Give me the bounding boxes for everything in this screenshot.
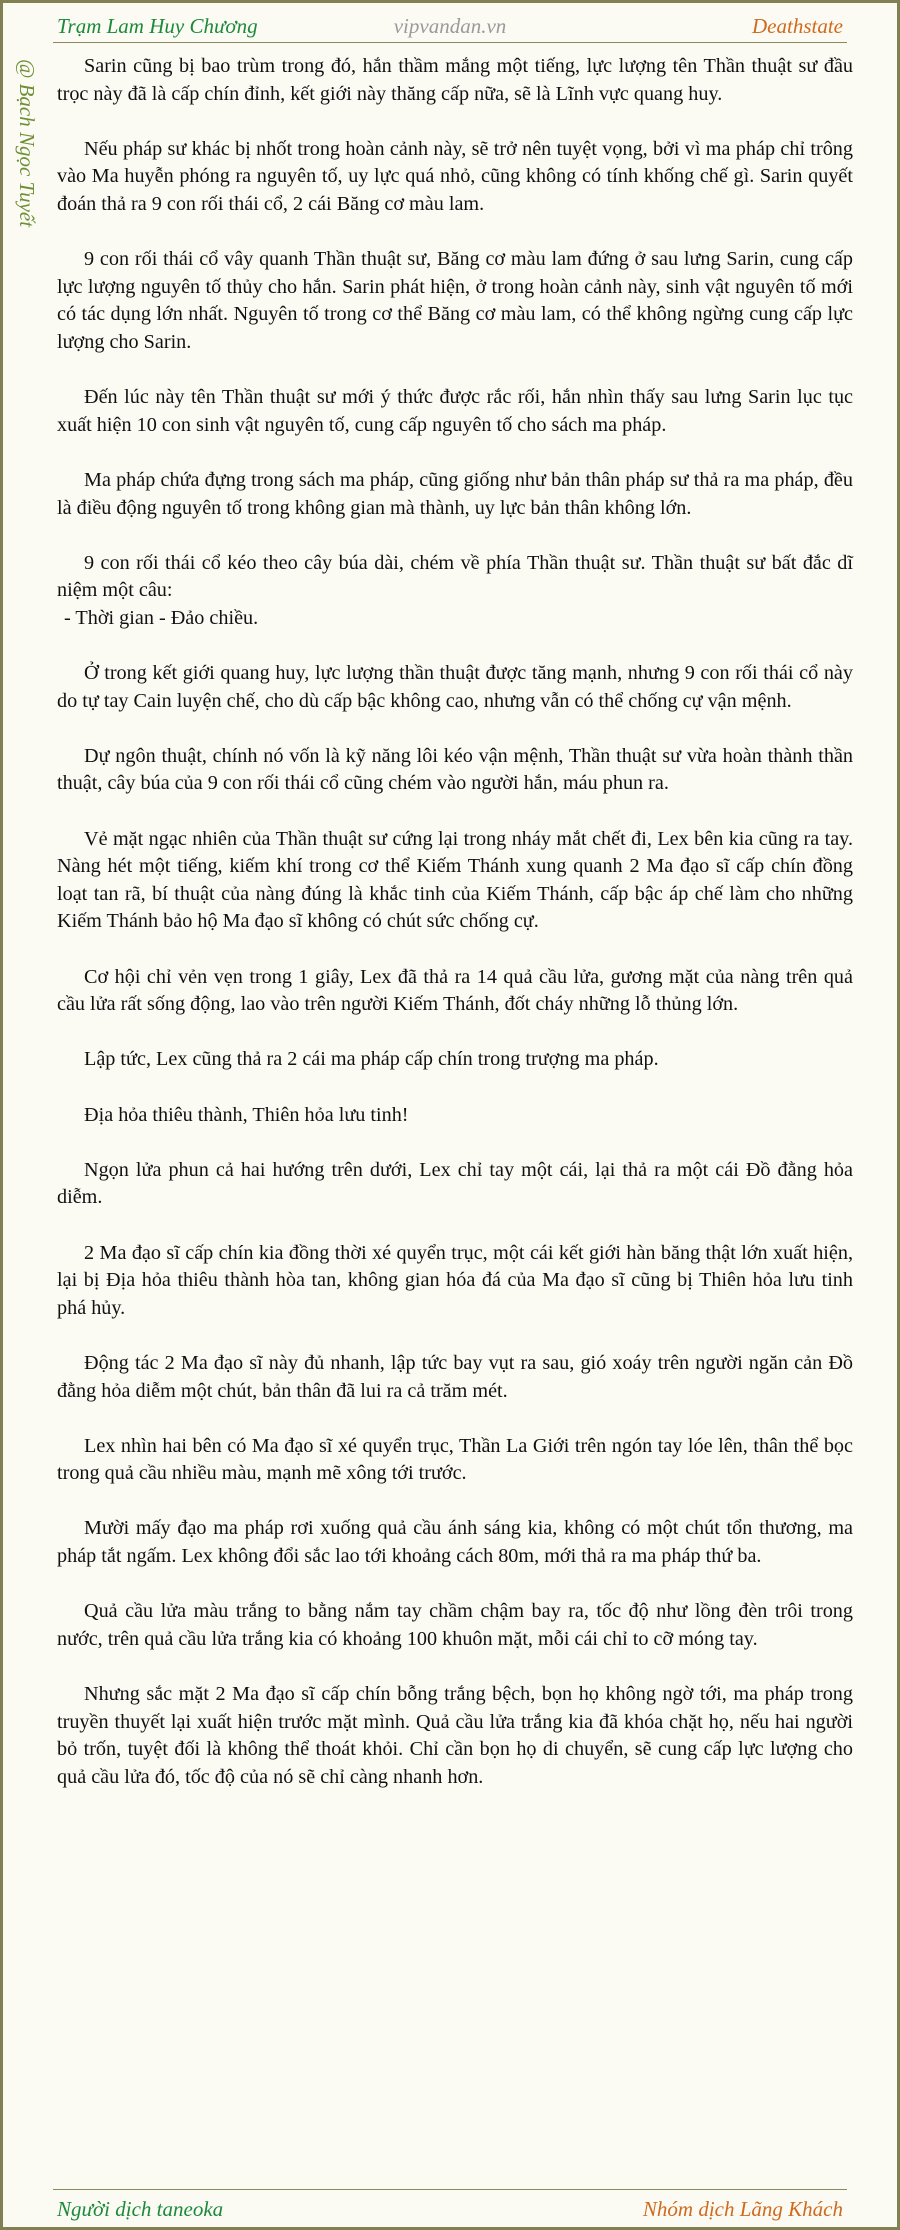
paragraph: Địa hỏa thiêu thành, Thiên hỏa lưu tinh!: [84, 1103, 409, 1126]
paragraph: Vẻ mặt ngạc nhiên của Thần thuật sư cứng lại trong nháy mắt chết đi, Lex bên kia cũng ra tay. Nàng hét một tiếng, kiếm khí trong cơ thể Kiếm Thánh xung quanh 2 Ma đạo sĩ cấp chín đồng loạt tan rã, bí thuật của nàng đúng là khắc tinh của Kiếm Thánh, cấp bậc áp chế làm cho những Kiếm Thánh bảo hộ Ma đạo sĩ không có chút sức chống cự.: [57, 827, 853, 933]
page-footer: [53, 2193, 847, 2225]
paragraph: Cơ hội chỉ vẻn vẹn trong 1 giây, Lex đã thả ra 14 quả cầu lửa, gương mặt của nàng trên quả cầu lửa rất sống động, lao vào trên người Kiếm Thánh, đốt cháy những lỗ thủng lớn.: [57, 965, 853, 1016]
footer-translator: Người dịch taneoka: [57, 2197, 224, 2221]
paragraph: 9 con rối thái cổ kéo theo cây búa dài, chém về phía Thần thuật sư. Thần thuật sư bất đắc dĩ niệm một câu:: [57, 551, 853, 602]
header-divider: [53, 42, 847, 43]
dialogue-line: - Thời gian - Đảo chiều.: [64, 606, 259, 629]
paragraph: Sarin cũng bị bao trùm trong đó, hắn thầm mắng một tiếng, lực lượng tên Thần thuật sư đầu trọc này đã là cấp chín đỉnh, kết giới này thăng cấp nữa, sẽ là Lĩnh vực quang huy.: [57, 55, 853, 105]
paragraph: Lex nhìn hai bên có Ma đạo sĩ xé quyển trục, Thần La Giới trên ngón tay lóe lên, thân thể bọc trong quả cầu nhiều màu, mạnh mẽ xông tới trước.: [57, 1434, 853, 1485]
paragraph: Động tác 2 Ma đạo sĩ này đủ nhanh, lập tức bay vụt ra sau, gió xoáy trên người ngăn cản Đồ đằng hỏa diễm một chút, bản thân đã lui ra cả trăm mét.: [57, 1351, 853, 1402]
header-site-name: Trạm Lam Huy Chương: [57, 14, 258, 38]
header-domain: vipvandan.vn: [393, 14, 507, 38]
header-story-name: Deathstate: [752, 14, 843, 38]
footer-team: Nhóm dịch Lãng Khách: [642, 2197, 843, 2221]
paragraph: Ma pháp chứa đựng trong sách ma pháp, cũng giống như bản thân pháp sư thả ra ma pháp, đều là điều động nguyên tố trong không gian mà thành, uy lực bản thân không lớn.: [57, 468, 853, 519]
paragraph: Đến lúc này tên Thần thuật sư mới ý thức được rắc rối, hắn nhìn thấy sau lưng Sarin lục tục xuất hiện 10 con sinh vật nguyên tố, cung cấp nguyên tố cho sách ma pháp.: [57, 386, 853, 436]
paragraph: 2 Ma đạo sĩ cấp chín kia đồng thời xé quyển trục, một cái kết giới hàn băng thật lớn xuất hiện, lại bị Địa hỏa thiêu thành hòa tan, không gian hóa đá của Ma đạo sĩ cũng bị Thiên hỏa lưu tinh phá hủy.: [57, 1241, 853, 1319]
paragraph: Ngọn lửa phun cả hai hướng trên dưới, Lex chỉ tay một cái, lại thả ra một cái Đồ đằng hỏa diễm.: [57, 1158, 853, 1209]
paragraph: Nhưng sắc mặt 2 Ma đạo sĩ cấp chín bỗng trắng bệch, bọn họ không ngờ tới, ma pháp trong truyền thuyết lại xuất hiện trước mặt mình. Quả cầu lửa trắng kia đã khóa chặt họ, nếu hai người bỏ trốn, tuyệt đối là không thể thoát khỏi. Chỉ cần bọn họ di chuyển, sẽ cung cấp lực lượng cho quả cầu lửa đó, tốc độ của nó sẽ chỉ càng nhanh hơn.: [57, 1683, 853, 1788]
paragraph: 9 con rối thái cổ vây quanh Thần thuật sư, Băng cơ màu lam đứng ở sau lưng Sarin, cung cấp lực lượng nguyên tố thủy cho hắn. Sarin phát hiện, ở trong hoàn cảnh này, sinh vật nguyên tố mới có tác dụng lớn nhất. Nguyên tố trong cơ thể Băng cơ màu lam, có thể không ngừng cung cấp lực lượng cho Sarin.: [57, 248, 853, 353]
page-header: [53, 11, 847, 41]
paragraph: Dự ngôn thuật, chính nó vốn là kỹ năng lôi kéo vận mệnh, Thần thuật sư vừa hoàn thành thần thuật, cây búa của 9 con rối thái cổ cũng chém vào người hắn, máu phun ra.: [57, 744, 853, 795]
paragraph: Nếu pháp sư khác bị nhốt trong hoàn cảnh này, sẽ trở nên tuyệt vọng, bởi vì ma pháp chỉ trông vào Ma huyễn phóng ra nguyên tố, uy lực quá nhỏ, cũng không có tính khống chế gì. Sarin quyết đoán thả ra 9 con rối thái cổ, 2 cái Băng cơ màu lam.: [57, 137, 853, 215]
paragraph: Mười mấy đạo ma pháp rơi xuống quả cầu ánh sáng kia, không có một chút tổn thương, ma pháp tắt ngấm. Lex không đổi sắc lao tới khoảng cách 80m, mới thả ra ma pháp thứ ba.: [57, 1517, 853, 1568]
chapter-text: [57, 53, 853, 1819]
paragraph: Quả cầu lửa màu trắng to bằng nắm tay chầm chậm bay ra, tốc độ như lồng đèn trôi trong nước, trên quả cầu lửa trắng kia có khoảng 100 khuôn mặt, mỗi cái chỉ to cỡ móng tay.: [57, 1600, 853, 1650]
footer-divider: [53, 2189, 847, 2190]
paragraph: Ở trong kết giới quang huy, lực lượng thần thuật được tăng mạnh, nhưng 9 con rối thái cổ này do tự tay Cain luyện chế, cho dù cấp bậc không cao, nhưng vẫn có thể chống cự vận mệnh.: [57, 662, 853, 712]
paragraph: Lập tức, Lex cũng thả ra 2 cái ma pháp cấp chín trong trượng ma pháp.: [84, 1048, 659, 1071]
sidebar-credit: @ Bạch Ngọc Tuyết: [15, 59, 39, 228]
